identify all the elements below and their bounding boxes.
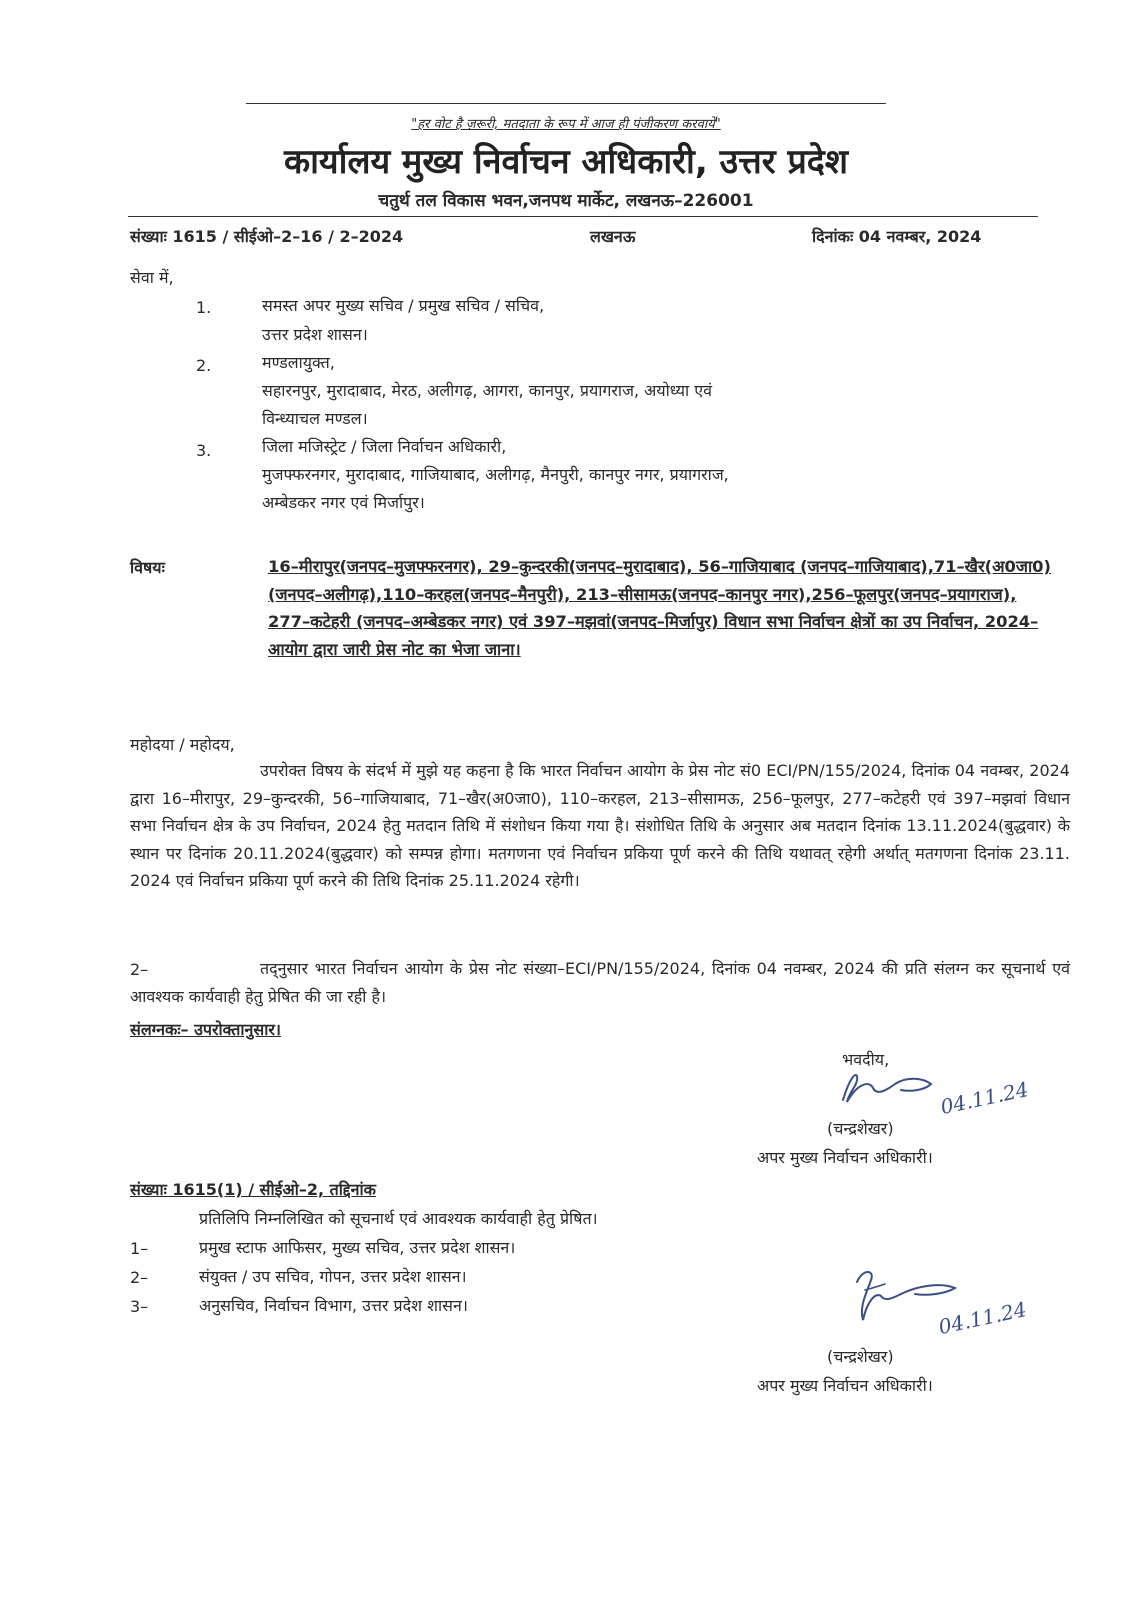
- paragraph-2-number: 2–: [130, 960, 149, 979]
- enclosure: संलग्नकः– उपरोक्तानुसार।: [130, 1020, 281, 1039]
- addressee-line: सहारनपुर, मुरादाबाद, मेरठ, अलीगढ़, आगरा, कानपुर, प्रयागराज, अयोध्या एवं: [262, 381, 713, 400]
- office-title: कार्यालय मुख्य निर्वाचन अधिकारी, उत्तर प्रदेश: [284, 142, 848, 182]
- addressee-num: 2.: [196, 356, 212, 375]
- header-bottom-rule: [128, 216, 1038, 217]
- copy-item: प्रमुख स्टाफ आफिसर, मुख्य सचिव, उत्तर प्रदेश शासन।: [199, 1238, 516, 1257]
- copy-item-number: 1–: [130, 1239, 149, 1258]
- copy-item: संयुक्त / उप सचिव, गोपन, उत्तर प्रदेश शासन।: [199, 1267, 467, 1286]
- reference-place: लखनऊ: [590, 227, 636, 246]
- handwritten-date-1: 04.11.24: [938, 1077, 1031, 1119]
- addressee-line: समस्त अपर मुख्य सचिव / प्रमुख सचिव / सचिव,: [262, 296, 545, 315]
- paragraph-2: तद्नुसार भारत निर्वाचन आयोग के प्रेस नोट संख्या–ECI/PN/155/2024, दिनांक 04 नवम्बर, 2024 की प्रति संलग्न कर सूचनार्थ एवं आवश्यक कार्यवाही हेतु प्रेषित की जा रही है।: [130, 959, 1070, 1006]
- signatory-designation: अपर मुख्य निर्वाचन अधिकारी।: [757, 1148, 933, 1167]
- addressee-line: मुजफ्फरनगर, मुरादाबाद, गाजियाबाद, अलीगढ़, मैनपुरी, कानपुर नगर, प्रयागराज,: [262, 465, 729, 484]
- signatory-designation: अपर मुख्य निर्वाचन अधिकारी।: [757, 1376, 933, 1395]
- copy-item-number: 3–: [130, 1297, 149, 1316]
- paragraph-1: उपरोक्त विषय के संदर्भ में मुझे यह कहना है कि भारत निर्वाचन आयोग के प्रेस नोट सं0 ECI/PN/155/2024, दिनांक 04 नवम्बर, 2024 द्वारा 16–मीरापुर, 29–कुन्दरकी, 56–गाजियाबाद, 71–खैर(अ0जा0), 110–करहल, 213–सीसामऊ, 256–फूलपुर, 277–कटेहरी एवं 397–मझवां विधान सभा निर्वाचन क्षेत्र के उप निर्वाचन, 2024 हेतु मतदान तिथि में संशोधन किया गया है। संशोधित तिथि के अनुसार अब मतदान दिनांक 13.11.2024(बुद्धवार) के स्थान पर दिनांक 20.11.2024(बुद्धवार) को सम्पन्न होगा। मतगणना एवं निर्वाचन प्रकिया पूर्ण करने की तिथि यथावत् रहेगी अर्थात् मतगणना दिनांक 23.11. 2024 एवं निर्वाचन प्रकिया पूर्ण करने की तिथि दिनांक 25.11.2024 रहेगी।: [130, 761, 1070, 890]
- signatory-name: (चन्द्रशेखर): [827, 1347, 894, 1366]
- closing: भवदीय,: [842, 1050, 890, 1069]
- copy-intro: प्रतिलिपि निम्नलिखित को सूचनार्थ एवं आवश्यक कार्यवाही हेतु प्रेषित।: [199, 1209, 598, 1228]
- addressee-line: उत्तर प्रदेश शासन।: [262, 325, 368, 344]
- signatory-name: (चन्द्रशेखर): [827, 1119, 894, 1138]
- signature-1: [835, 1062, 945, 1112]
- salutation: महोदया / महोदय,: [130, 735, 235, 754]
- copy-item: अनुसचिव, निर्वाचन विभाग, उत्तर प्रदेश शासन।: [199, 1296, 468, 1315]
- addressee-line: विन्ध्याचल मण्डल।: [262, 409, 368, 428]
- handwritten-date-2: 04.11.24: [936, 1297, 1029, 1339]
- addressee-num: 1.: [196, 298, 212, 317]
- reference-date: दिनांकः 04 नवम्बर, 2024: [812, 227, 982, 246]
- addressee-num: 3.: [196, 441, 212, 460]
- addressee-line: जिला मजिस्ट्रेट / जिला निर्वाचन अधिकारी,: [262, 437, 507, 456]
- header-top-rule: [246, 103, 886, 104]
- addressee-line: अम्बेडकर नगर एवं मिर्जापुर।: [262, 493, 425, 512]
- reference-number: संख्याः 1615 / सीईओ–2–16 / 2–2024: [130, 227, 404, 246]
- seva-mein: सेवा में,: [130, 268, 174, 287]
- slogan: "हर वोट है ज़रूरी, मतदाता के रूप में आज ही पंजीकरण करवायें": [411, 117, 721, 132]
- copy-reference: संख्याः 1615(1) / सीईओ–2, तद्दिनांक: [130, 1180, 376, 1199]
- subject-text: 16–मीरापुर(जनपद–मुजफ्फरनगर), 29–कुन्दरकी(जनपद–मुरादाबाद), 56–गाजियाबाद (जनपद–गाजियाबाद),71–खैर(अ0जा0)(जनपद–अलीगढ़),110–करहल(जनपद–मैनपुरी), 213–सीसामऊ(जनपद–कानपुर नगर),256–फूलपुर(जनपद–प्रयागराज), 277–कटेहरी (जनपद–अम्बेडकर नगर) एवं 397–मझवां(जनपद–मिर्जापुर) विधान सभा निर्वाचन क्षेत्रों का उप निर्वाचन, 2024– आयोग द्वारा जारी प्रेस नोट का भेजा जाना।: [268, 557, 1051, 659]
- office-address: चतुर्थ तल विकास भवन,जनपथ मार्केट, लखनऊ–226001: [378, 191, 754, 211]
- addressee-line: मण्डलायुक्त,: [262, 353, 335, 372]
- copy-item-number: 2–: [130, 1268, 149, 1287]
- subject-label: विषयः: [130, 558, 165, 577]
